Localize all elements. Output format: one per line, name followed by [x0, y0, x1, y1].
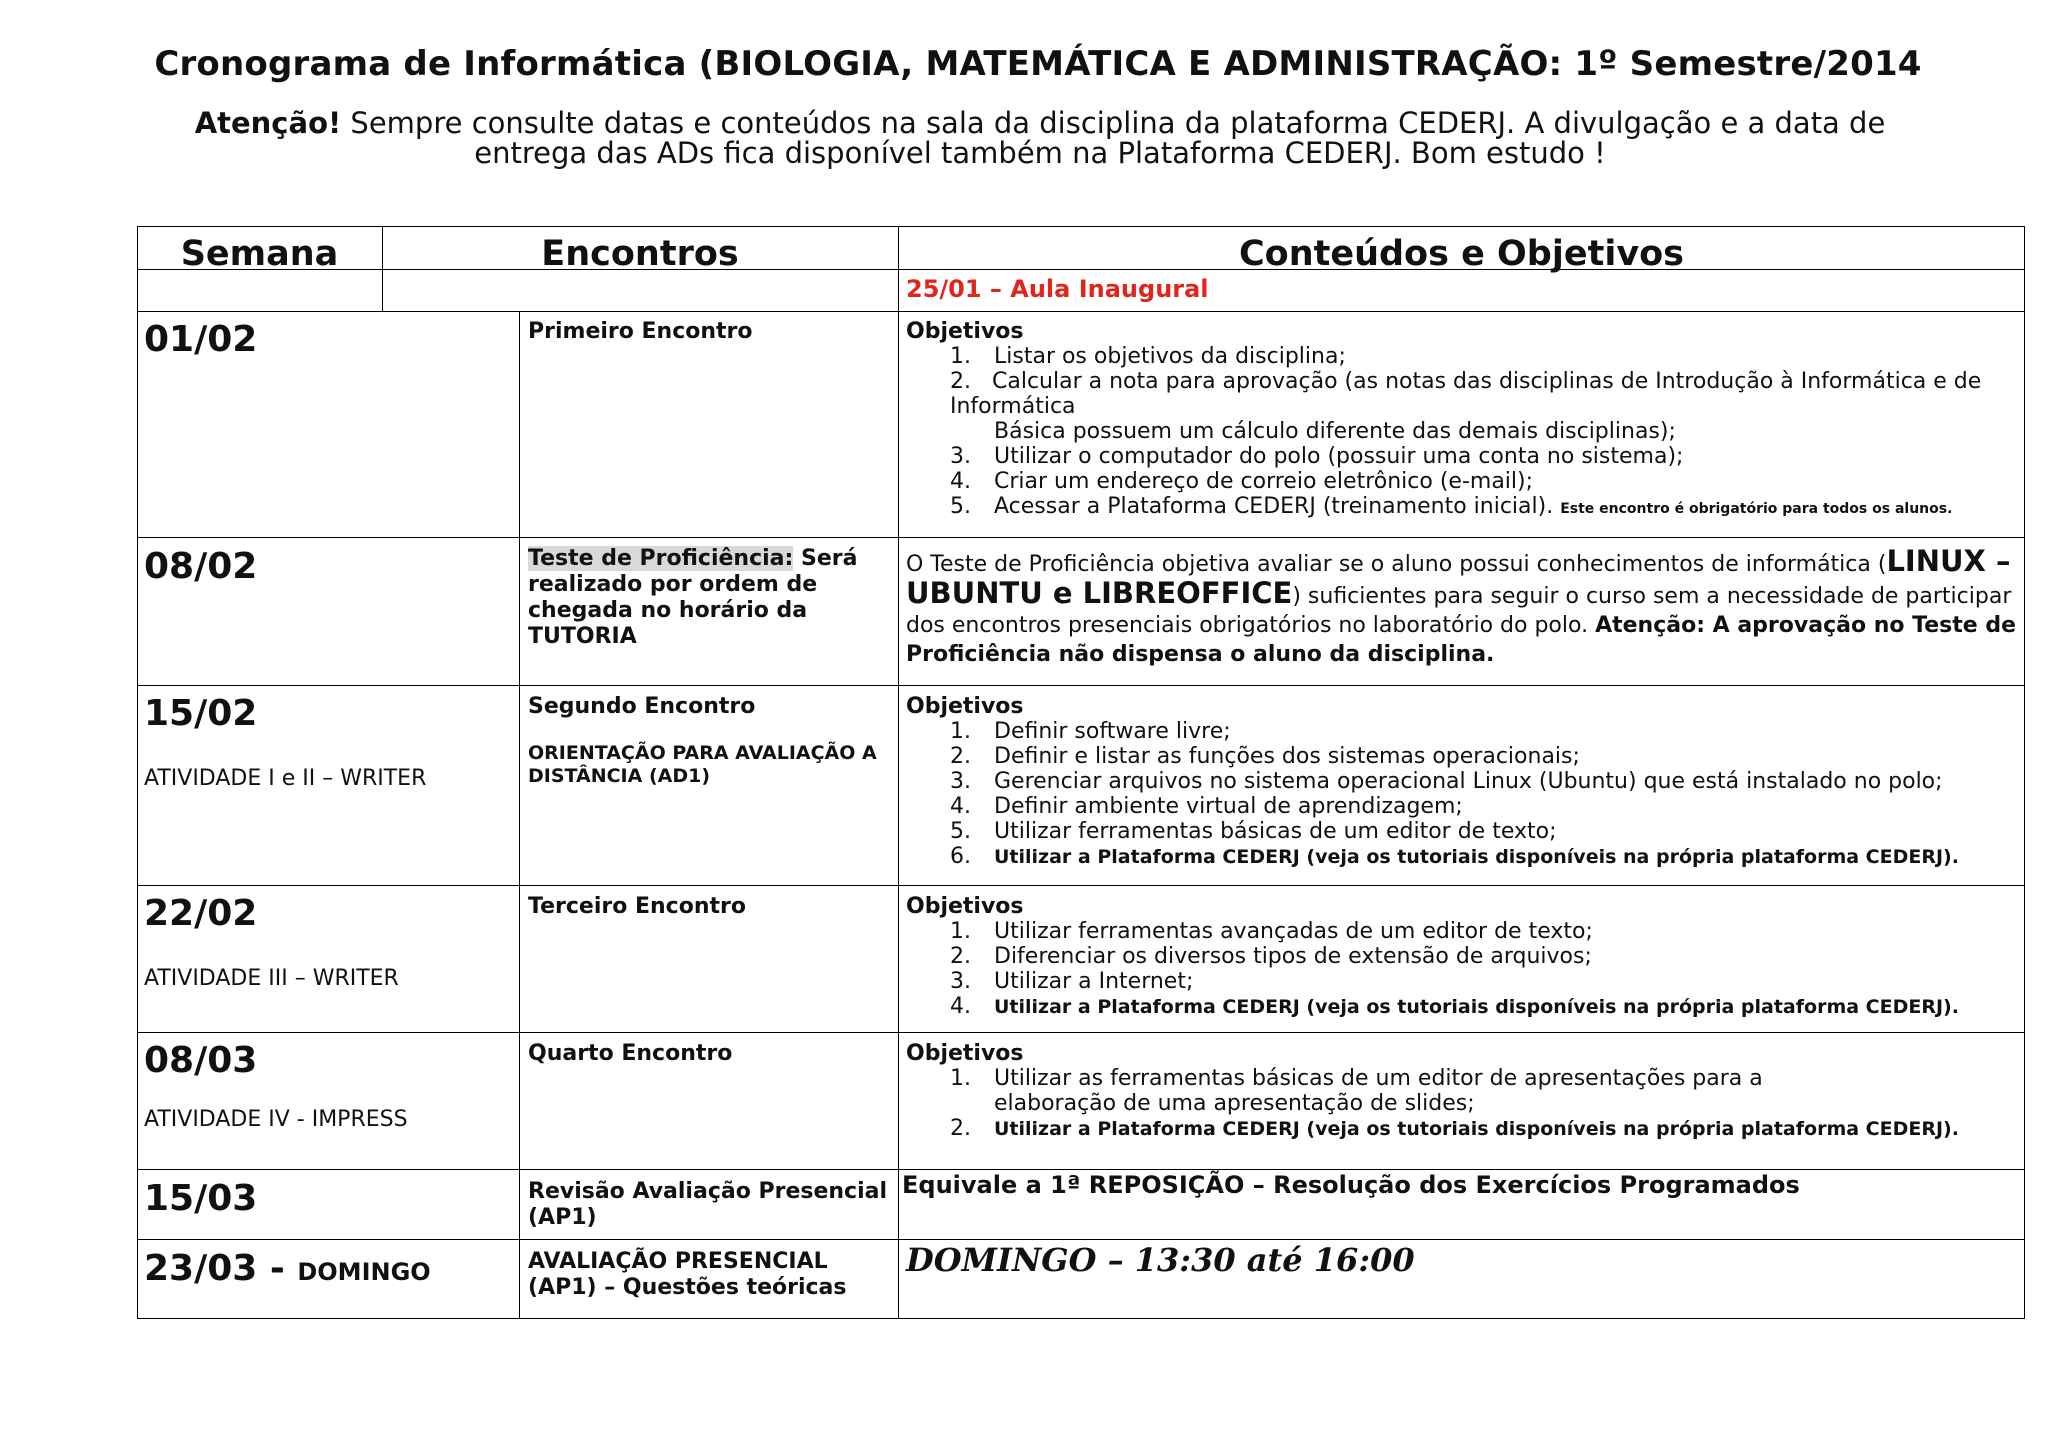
- encontro-cell: Terceiro Encontro: [528, 894, 746, 919]
- list-item: 3. Utilizar a Internet;: [950, 969, 1194, 994]
- encontro-subtitle: ORIENTAÇÃO PARA AVALIAÇÃO A DISTÂNCIA (AD1): [528, 742, 877, 787]
- objectives-list: [906, 1066, 2018, 1142]
- encontro-cell: Quarto Encontro: [528, 1041, 733, 1066]
- encontro-cell: AVALIAÇÃO PRESENCIAL (AP1) – Questões teóricas: [528, 1249, 847, 1300]
- list-item: 2. Definir e listar as funções dos sistemas operacionais;: [950, 744, 1580, 769]
- content-cell: DOMINGO – 13:30 até 16:00: [906, 1241, 1415, 1279]
- list-item: 3. Gerenciar arquivos no sistema operacional Linux (Ubuntu) que está instalado no polo;: [950, 769, 1943, 794]
- mandatory-note: Este encontro é obrigatório para todos os alunos.: [1560, 501, 1953, 517]
- content-cell: Objetivos 1. Utilizar as ferramentas básicas de um editor de apresentações para a elaboração de uma apresentação de slides; 2. Utilizar a Plataforma CEDERJ (veja os tutoriais disponíveis na própria plataforma CEDERJ).: [906, 1041, 2018, 1142]
- list-item: 6. Utilizar a Plataforma CEDERJ (veja os tutoriais disponíveis na própria plataforma CEDERJ).: [950, 844, 1959, 869]
- week-cell: [144, 1179, 257, 1219]
- encontro-cell: Teste de Proficiência: Será realizado por ordem de chegada no horário da TUTORIA: [528, 546, 858, 649]
- content-cell: Equivale a 1ª REPOSIÇÃO – Resolução dos Exercícios Programados: [902, 1171, 1800, 1199]
- content-cell: O Teste de Proficiência objetiva avaliar se o aluno possui conhecimentos de informática (LINUX – UBUNTU e LIBREOFFICE) suficientes para seguir o curso sem a necessidade de participar dos encontros presenciais obrigatórios no laboratório do polo. Atenção: A aprovação no Teste de Proficiência não dispensa o aluno da disciplina.: [906, 544, 2017, 667]
- week-date: 01/02: [144, 319, 258, 360]
- week-date: 15/03: [144, 1178, 258, 1219]
- week-date: 08/03: [144, 1040, 258, 1081]
- week-date: 15/02: [144, 693, 258, 734]
- activity-label: ATIVIDADE I e II – WRITER: [144, 766, 427, 791]
- list-item: 2. Calcular a nota para aprovação (as notas das disciplinas de Introdução à Informática e de Informática Básica possuem um cálculo diferente das demais disciplinas);: [950, 369, 1982, 444]
- list-item: 1. Definir software livre;: [950, 719, 1231, 744]
- week-date: 08/02: [144, 546, 258, 587]
- notice-text: Sempre consulte datas e conteúdos na sala da disciplina da plataforma CEDERJ. A divulgação e a data de entrega das ADs fica disponível também na Plataforma CEDERJ. Bom estudo !: [341, 106, 1886, 170]
- week-date: 22/02: [144, 893, 258, 934]
- list-item: 4. Definir ambiente virtual de aprendizagem;: [950, 794, 1463, 819]
- software-names: LINUX – UBUNTU e LIBREOFFICE: [906, 544, 2011, 610]
- week-cell: [144, 1249, 431, 1292]
- aula-inaugural: 25/01 – Aula Inaugural: [906, 275, 1209, 303]
- activity-label: ATIVIDADE IV - IMPRESS: [144, 1107, 408, 1132]
- notice: [170, 108, 1910, 168]
- encontro-cell: Primeiro Encontro: [528, 319, 753, 344]
- encontro-cell: Revisão Avaliação Presencial (AP1): [528, 1179, 888, 1230]
- notice-label: Atenção!: [194, 106, 342, 140]
- week-cell: [144, 894, 399, 991]
- week-cell: [144, 694, 426, 791]
- page-title: Cronograma de Informática (BIOLOGIA, MATEMÁTICA E ADMINISTRAÇÃO: 1º Semestre/2014: [154, 44, 1922, 84]
- objectives-list: [906, 719, 2018, 870]
- objetivos-label: Objetivos: [906, 319, 1024, 344]
- header-encontros: Encontros: [541, 234, 739, 274]
- list-item: 5. Utilizar ferramentas básicas de um editor de texto;: [950, 819, 1557, 844]
- header-conteudos: Conteúdos e Objetivos: [1238, 234, 1685, 274]
- list-item: 2. Diferenciar os diversos tipos de extensão de arquivos;: [950, 944, 1592, 969]
- list-item: 3. Utilizar o computador do polo (possuir uma conta no sistema);: [950, 444, 1684, 469]
- objectives-list: [906, 344, 2018, 522]
- week-date: 23/03 - DOMINGO: [144, 1248, 431, 1289]
- content-cell: [906, 319, 2018, 522]
- list-item: 5. Acessar a Plataforma CEDERJ (treinamento inicial). Este encontro é obrigatório para todos os alunos.: [950, 494, 1953, 519]
- list-item: 4. Criar um endereço de correio eletrônico (e-mail);: [950, 469, 1534, 494]
- highlight-text: Teste de Proficiência:: [528, 546, 794, 571]
- week-cell: [144, 547, 257, 587]
- objectives-list: [906, 919, 2018, 1020]
- week-cell: [144, 320, 257, 360]
- list-item: 4. Utilizar a Plataforma CEDERJ (veja os tutoriais disponíveis na própria plataforma CEDERJ).: [950, 994, 1959, 1019]
- content-cell: Objetivos 1. Definir software livre; 2. Definir e listar as funções dos sistemas operacionais; 3. Gerenciar arquivos no sistema operacional Linux (Ubuntu) que está instalado no polo; 4. Definir ambiente virtual de aprendizagem; 5. Utilizar ferramentas básicas de um editor de texto; 6. Utilizar a Plataforma CEDERJ (veja os tutoriais disponíveis na própria plataforma CEDERJ).: [906, 694, 2018, 870]
- list-item: 1. Listar os objetivos da disciplina;: [950, 344, 1346, 369]
- list-item: 2. Utilizar a Plataforma CEDERJ (veja os tutoriais disponíveis na própria plataforma CEDERJ).: [950, 1116, 1959, 1141]
- list-item: 1. Utilizar as ferramentas básicas de um editor de apresentações para a elaboração de uma apresentação de slides;: [950, 1066, 1763, 1116]
- encontro-cell: Segundo Encontro ORIENTAÇÃO PARA AVALIAÇÃO A DISTÂNCIA (AD1): [528, 694, 893, 788]
- content-cell: Objetivos 1. Utilizar ferramentas avançadas de um editor de texto; 2. Diferenciar os diversos tipos de extensão de arquivos; 3. Utilizar a Internet; 4. Utilizar a Plataforma CEDERJ (veja os tutoriais disponíveis na própria plataforma CEDERJ).: [906, 894, 2018, 1020]
- header-semana: Semana: [180, 234, 339, 274]
- week-cell: [144, 1041, 408, 1132]
- list-item: 1. Utilizar ferramentas avançadas de um editor de texto;: [950, 919, 1593, 944]
- activity-label: ATIVIDADE III – WRITER: [144, 966, 399, 991]
- attention-text: Atenção: A aprovação no Teste de Proficiência não dispensa o aluno da disciplina.: [906, 613, 2017, 667]
